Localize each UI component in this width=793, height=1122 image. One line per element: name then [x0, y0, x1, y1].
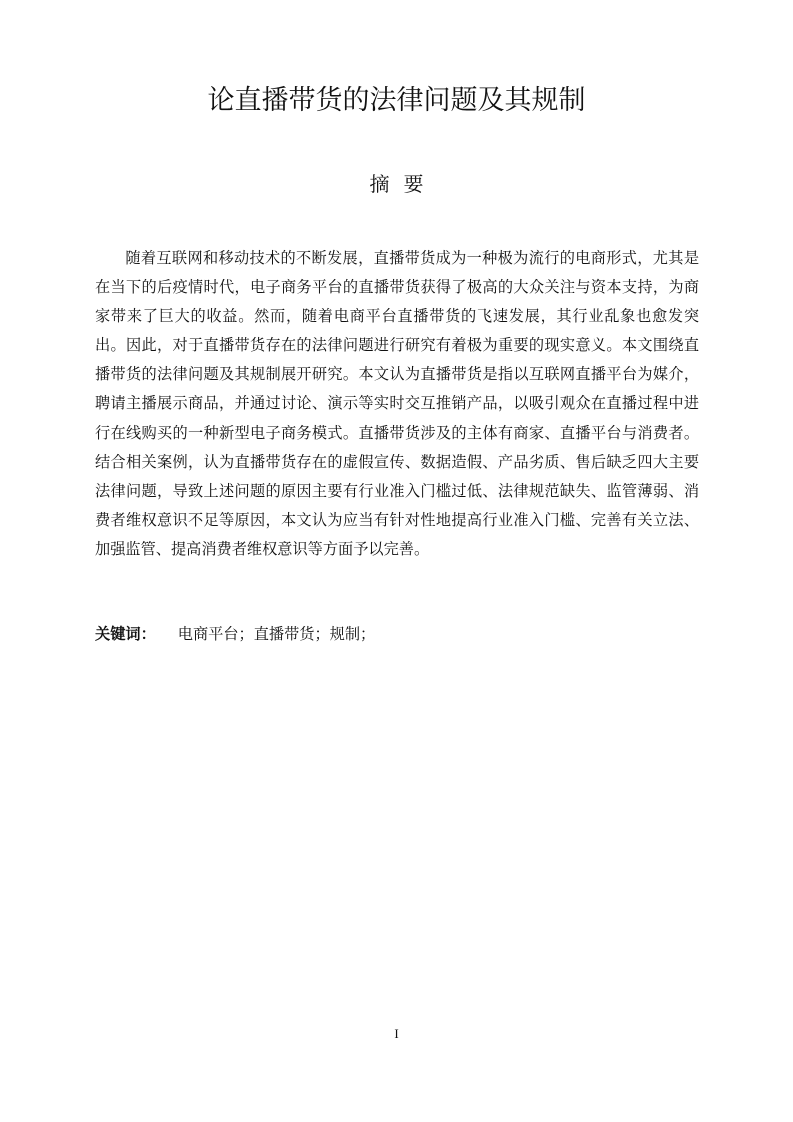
page-number: I — [394, 1026, 399, 1041]
abstract-heading: 摘要 — [369, 172, 438, 196]
keywords-line — [95, 620, 699, 648]
keywords-label: 关键词： — [95, 625, 156, 643]
keywords-value: 电商平台；直播带货；规制； — [177, 625, 376, 643]
page-title: 论直播带货的法律问题及其规制 — [207, 85, 586, 116]
abstract-body: 随着互联网和移动技术的不断发展，直播带货成为一种极为流行的电商形式，尤其是在当下的后疫情时代，电子商务平台的直播带货获得了极高的大众关注与资本支持，为商家带来了巨大的收益。然而，随着电商平台直播带货的飞速发展，其行业乱象也愈发突出。因此，对于直播带货存在的法律问题进行研究有着极为重要的现实意义。本文围绕直播带货的法律问题及其规制展开研究。本文认为直播带货是指以互联网直播平台为媒介，聘请主播展示商品，并通过讨论、演示等实时交互推销产品，以吸引观众在直播过程中进行在线购买的一种新型电子商务模式。直播带货涉及的主体有商家、直播平台与消费者。结合相关案例，认为直播带货存在的虚假宣传、数据造假、产品劣质、售后缺乏四大主要法律问题，导致上述问题的原因主要有行业准入门槛过低、法律规范缺失、监管薄弱、消费者维权意识不足等原因，本文认为应当有针对性地提高行业准入门槛、完善有关立法、加强监管、提高消费者维权意识等方面予以完善。 — [95, 249, 699, 558]
